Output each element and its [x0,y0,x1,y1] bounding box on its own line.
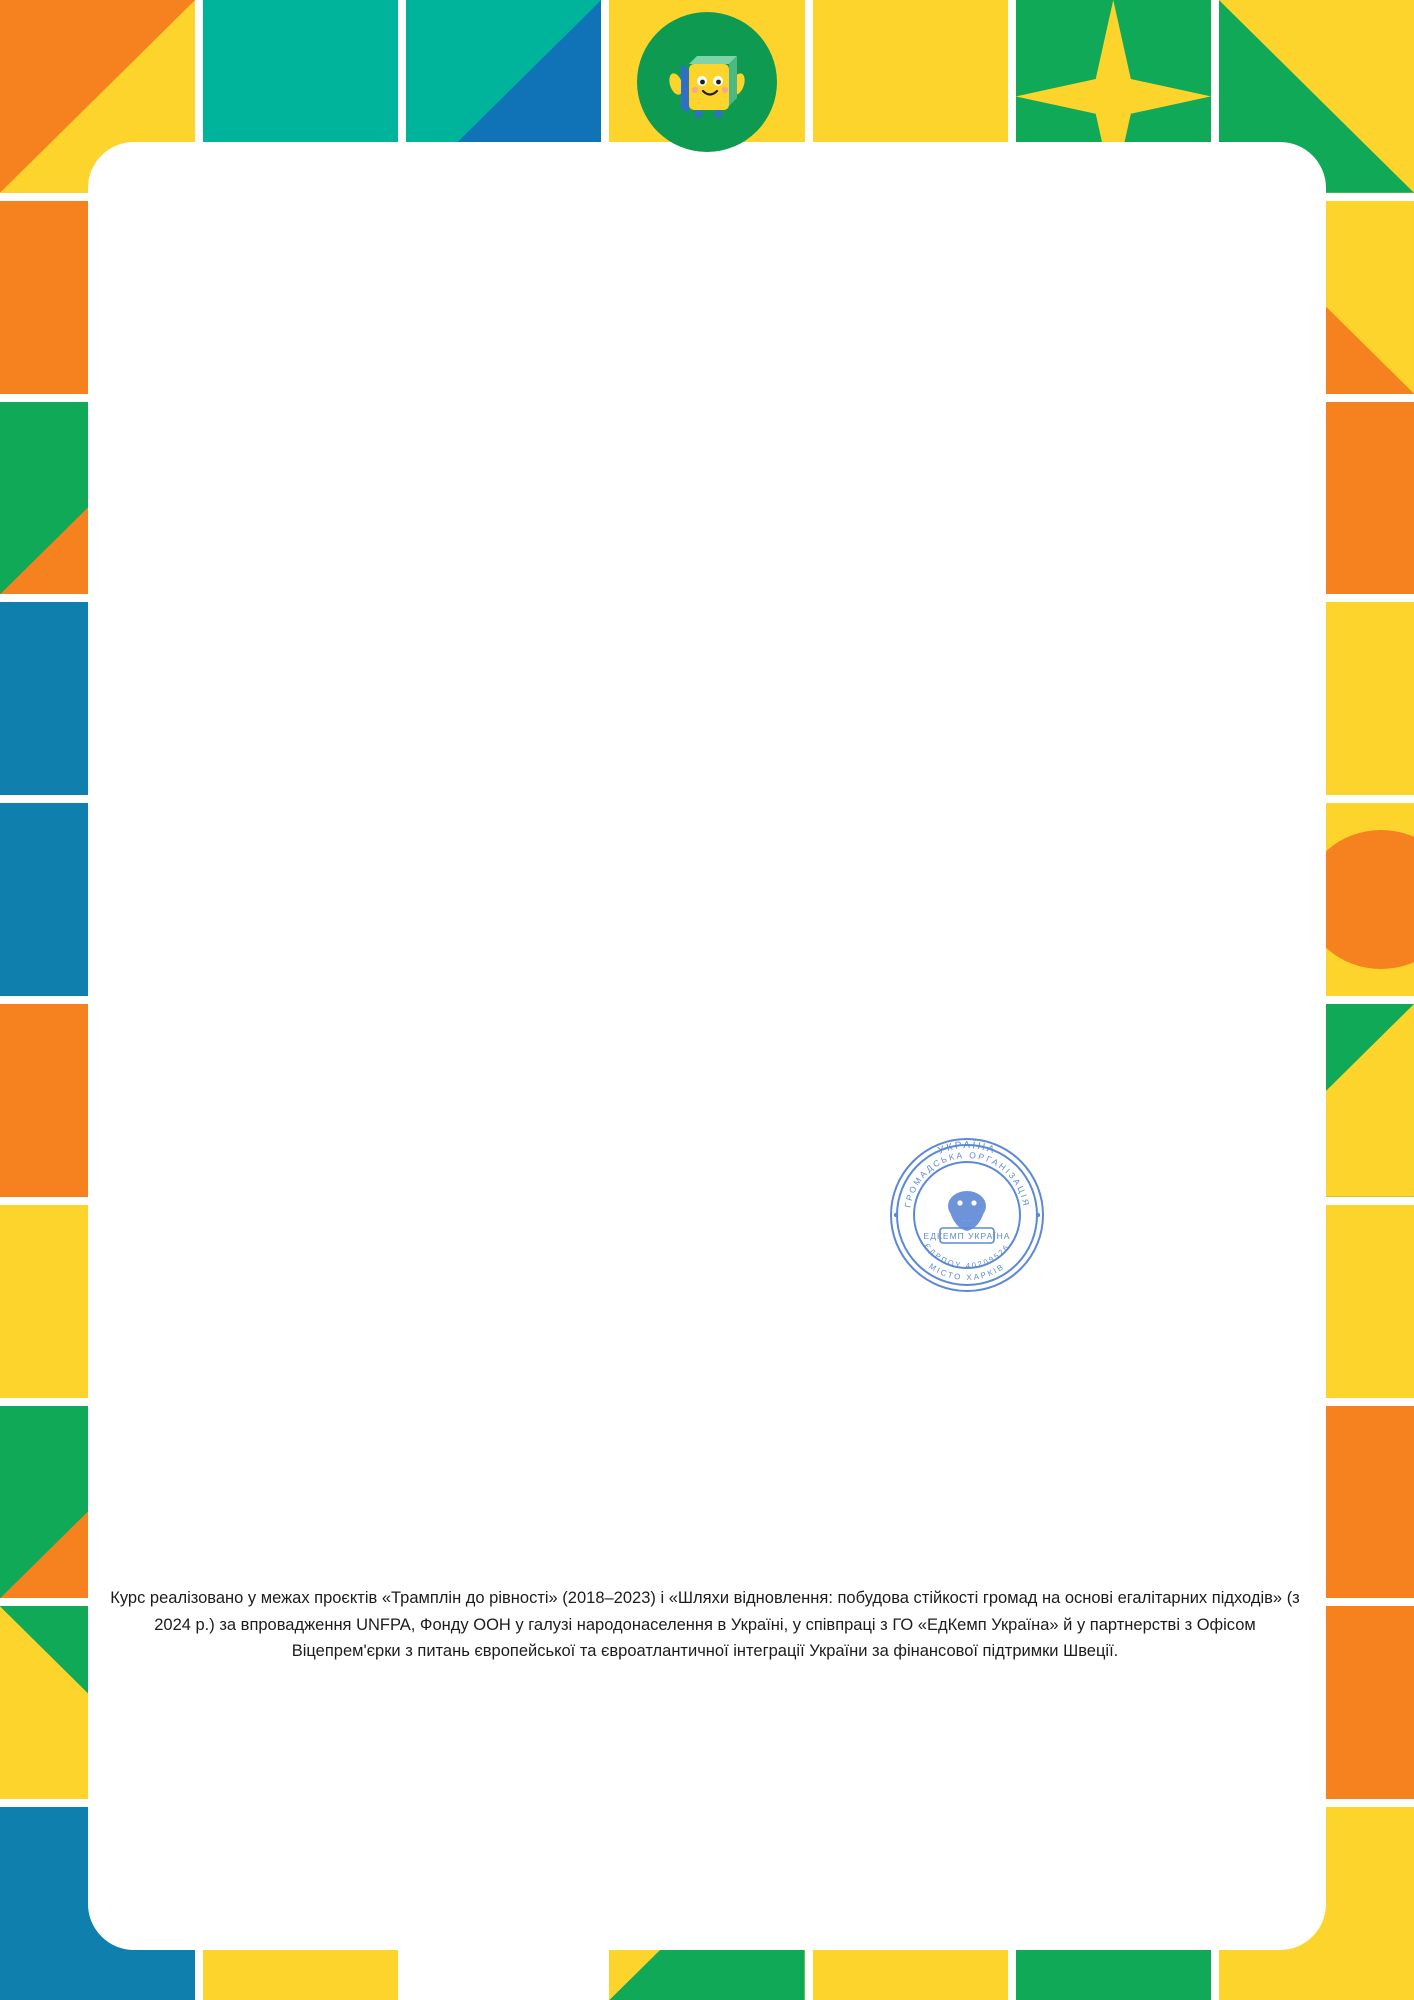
stamp-emblem-icon [948,1191,986,1231]
stamp-code-text: ЄДРПОУ 40209526 [922,1241,1012,1271]
footer-disclaimer [110,1585,1300,1665]
stamp-ring-text: ГРОМАДСЬКА ОРГАНІЗАЦІЯ [902,1149,1032,1209]
stamp-center-text: ЕДКЕМП УКРАЇНА [923,1231,1011,1241]
organisation-stamp [872,1120,1062,1310]
stamp-bottom-text: МІСТО ХАРКІВ [927,1261,1007,1283]
stamp-seal-icon [872,1120,1062,1310]
cube-mascot-icon [659,34,755,130]
page-content-card [88,142,1326,1950]
footer-disclaimer-text: Курс реалізовано у межах проєктів «Трамплін до рівності» (2018–2023) і «Шляхи відновлення: побудова стійкості громад на основі егалітарних підходів» (з 2024 р.) за впровадження UNFPA, Фонду ООН у галузі народонаселення в Україні, у співпраці з ГО «ЕдКемп Україна» й у партнерстві з Офісом Віцепрем'єрки з питань європейської та євроатлантичної інтеграції України за фінансової підтримки Швеції. [110,1589,1300,1661]
stamp-top-text: УКРАЇНА [936,1139,998,1157]
edcamp-mascot-badge [637,12,777,152]
